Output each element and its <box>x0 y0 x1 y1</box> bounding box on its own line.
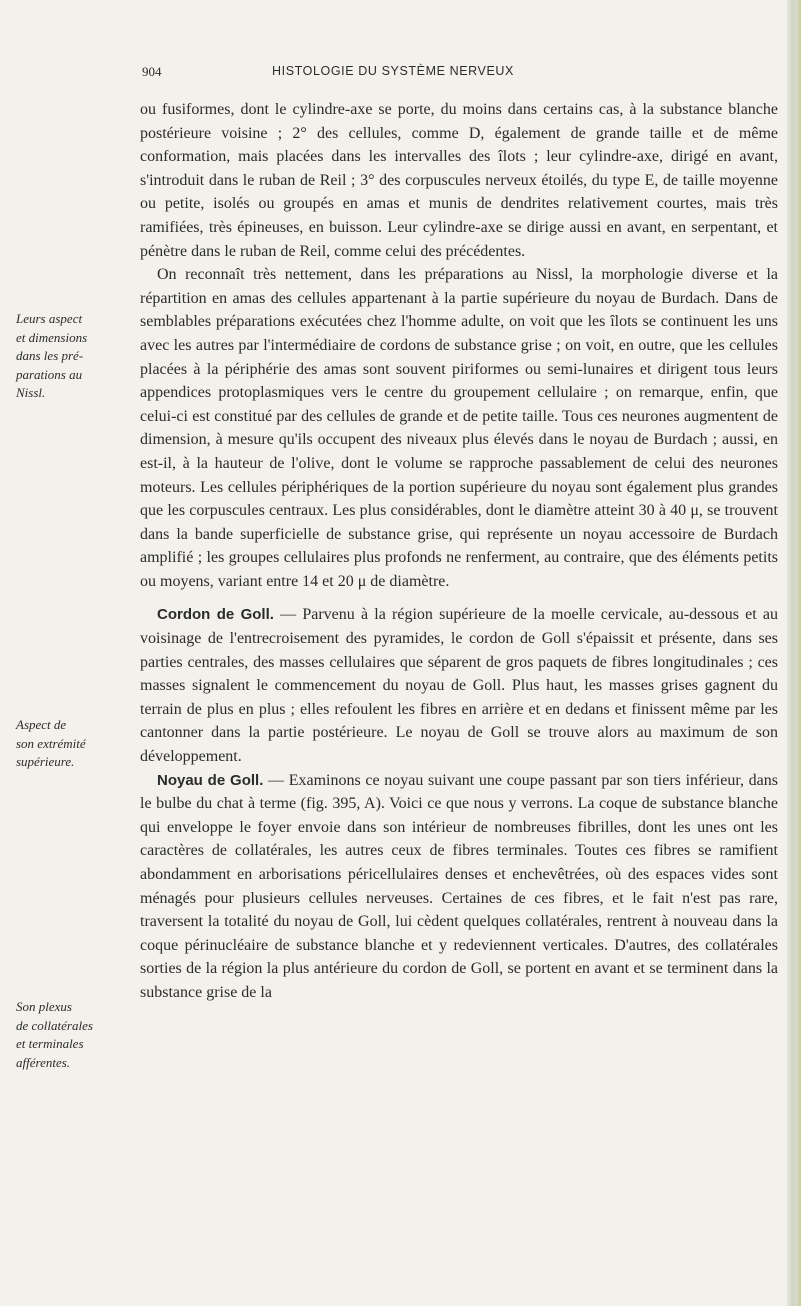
running-title: HISTOLOGIE DU SYSTÈME NERVEUX <box>272 64 514 78</box>
page-number: 904 <box>142 64 162 79</box>
paragraph-nissl: On reconnaît très nettement, dans les préparations au Nissl, la morphologie diverse et la répartition en amas des cellules appartenant à la partie supérieure du noyau de Burdach. Dans de semblables préparations exécutées chez l'homme adulte, on voit que les îlots se continuent les uns avec les autres par l'intermédiaire de cordons de substance grise ; on voit, en outre, que les cellules placées à la périphérie des amas sont souvent piriformes ou semi-lunaires et dirigent tous leurs appendices protoplasmiques vers le centre du groupement cellulaire ; on remarque, enfin, que celui-ci est constitué par des cellules de grande et de petite taille. Tous ces neurones augmentent de dimension, à mesure qu'ils occupent des niveaux plus élevés dans le noyau de Burdach ; aussi, en est-il, à la hauteur de l'olive, dont le volume se rapproche passablement de celui des neurones moteurs. Les cellules périphériques de la portion supérieure du noyau sont également plus grandes que les corpuscules centraux. Les plus considérables, dont le diamètre atteint 30 à 40 μ, se trouvent dans la bande superficielle de substance grise, qui représente un noyau accessoire de Burdach amplifié ; les groupes cellulaires plus profonds ne renferment, au contraire, que des éléments petits ou moyens, variant entre 14 et 20 μ de diamètre. <box>140 266 778 590</box>
margin-note-line: dans les pré- <box>16 348 84 363</box>
section-heading-noyau-de-goll: Noyau de Goll. <box>157 771 264 789</box>
margin-note-line: et dimensions <box>16 329 88 345</box>
margin-note-line: supérieure. <box>16 754 75 769</box>
margin-note-line: son extrémité <box>16 735 86 751</box>
page-header <box>140 64 780 82</box>
margin-note-line: de collatérales <box>16 1017 93 1033</box>
margin-note-line: afférentes. <box>16 1054 71 1070</box>
margin-note-line: Son plexus <box>16 999 72 1014</box>
margin-note-plexus <box>16 998 116 1072</box>
paragraph-cordon-de-goll <box>140 603 778 768</box>
page-edge <box>787 0 801 1306</box>
margin-note-extremite-superieure <box>16 716 116 772</box>
paragraph-continuation: ou fusiformes, dont le cylindre-axe se porte, du moins dans certains cas, à la substance blanche postérieure voisine ; 2° des cellules, comme D, également de grande taille et de même conformation, mais placées dans les intervalles des îlots ; leur cylindre-axe, dirigé en avant, s'introduit dans le ruban de Reil ; 3° des corpuscules nerveux étoilés, du type E, de taille moyenne ou petite, isolés ou groupés en amas et munis de dendrites relativement courtes, mais très ramifiées, très épineuses, en buisson. Leur cylindre-axe se dirige aussi en avant, en serpentant, et pénètre dans le ruban de Reil, comme celui des précédentes. <box>140 101 778 260</box>
body-text <box>140 98 778 1005</box>
margin-note-line: parations au <box>16 366 83 382</box>
section-heading-cordon-de-goll: Cordon de Goll. <box>157 606 274 624</box>
paragraph-noyau-de-goll <box>140 769 778 1005</box>
paragraph-noyau-de-goll-text: — Examinons ce noyau suivant une coupe passant par son tiers inférieur, dans le bulbe du chat à terme (fig. 395, A). Voici ce que nous y verrons. La coque de substance blanche qui enveloppe le foyer envoie dans son intérieur de nombreuses fibrilles, dont les unes ont les caractères de collatérales, les autres ceux de fibres terminales. Toutes ces fibres se ramifient abondamment en arborisations péricellulaires denses et enchevêtrées, où des espaces vides sont ménagés pour plusieurs cellules nerveuses. Certaines de ces fibres, et le fait n'est pas rare, traversent la totalité du noyau de Goll, lui cèdent quelques collatérales, rentrent à nouveau dans la coque périnucléaire de substance blanche et y redeviennent verticales. D'autres, des collatérales sorties de la région la plus antérieure du cordon de Goll, se portent en avant et se terminent dans la substance grise de la <box>140 771 779 1001</box>
margin-note-line: Leurs aspect <box>16 311 83 326</box>
margin-note-aspect-dimensions <box>16 310 116 403</box>
margin-note-line: Aspect de <box>16 717 67 732</box>
paragraph-cordon-de-goll-text: — Parvenu à la région supérieure de la moelle cervicale, au-dessous et au voisinage de l'entrecroisement des pyramides, le cordon de Goll s'épaissit et présente, dans ses parties centrales, des masses cellulaires que séparent de gros paquets de fibres longitudinales ; ces masses signalent le commencement du noyau de Goll. Plus haut, les masses grises gagnent du terrain de plus en plus ; elles refoulent les fibres en arrière et en dedans et finissent même par les cantonner dans la partie postérieure. Le noyau de Goll se trouve alors au maximum de son développement. <box>140 606 779 766</box>
margin-note-line: et terminales <box>16 1036 84 1051</box>
margin-note-line: Nissl. <box>16 385 46 400</box>
